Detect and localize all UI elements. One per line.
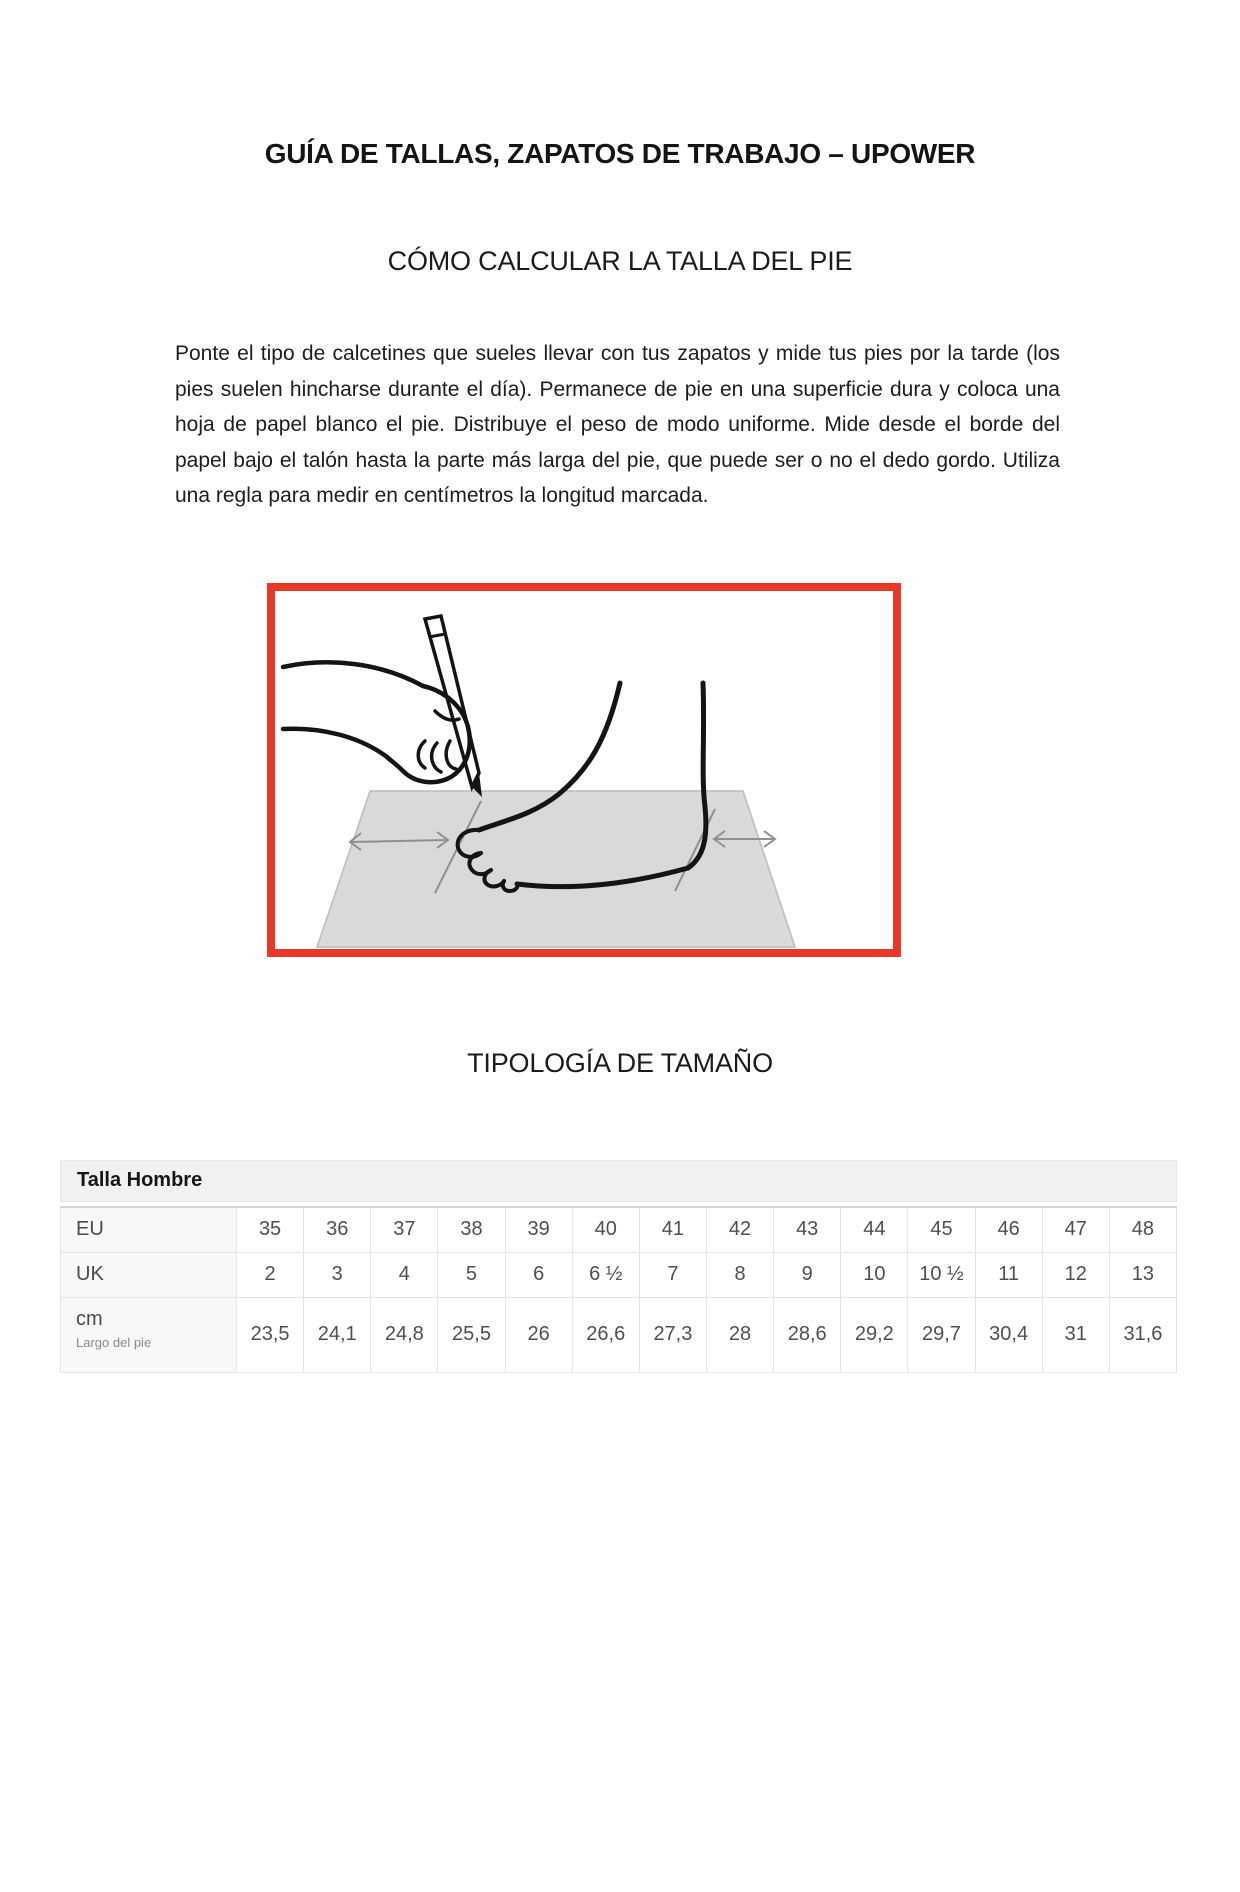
paper-sheet (317, 791, 795, 947)
size-table-grid (60, 1206, 1177, 1373)
size-cell: 29,2 (841, 1297, 908, 1372)
size-cell: 11 (975, 1252, 1042, 1297)
measure-figure (267, 583, 901, 957)
hand-with-pencil (283, 616, 482, 797)
size-cell: 5 (438, 1252, 505, 1297)
foot-measurement-illustration (275, 591, 893, 949)
table-row (61, 1207, 1177, 1253)
size-cell: 23,5 (237, 1297, 304, 1372)
size-cell: 3 (304, 1252, 371, 1297)
size-cell: 40 (572, 1207, 639, 1253)
size-cell: 9 (774, 1252, 841, 1297)
size-cell: 4 (371, 1252, 438, 1297)
row-label: cm Largo del pie (61, 1297, 237, 1372)
size-cell: 38 (438, 1207, 505, 1253)
size-cell: 29,7 (908, 1297, 975, 1372)
size-cell: 6 ½ (572, 1252, 639, 1297)
how-to-paragraph: Ponte el tipo de calcetines que sueles llevar con tus zapatos y mide tus pies por la tarde (los pies suelen hincharse durante el día). Permanece de pie en una superficie dura y coloca una hoja de papel blanco el pie. Distribuye el peso de modo uniforme. Mide desde el borde del papel bajo el talón hasta la parte más larga del pie, que puede ser o no el dedo gordo. Utiliza una regla para medir en centímetros la longitud marcada. (175, 342, 1060, 507)
size-cell: 28,6 (774, 1297, 841, 1372)
size-cell: 10 (841, 1252, 908, 1297)
size-cell: 25,5 (438, 1297, 505, 1372)
size-table (60, 1160, 1177, 1373)
size-cell: 12 (1042, 1252, 1109, 1297)
size-cell: 44 (841, 1207, 908, 1253)
size-cell: 43 (774, 1207, 841, 1253)
table-row (61, 1252, 1177, 1297)
size-cell: 8 (706, 1252, 773, 1297)
size-cell: 24,1 (304, 1297, 371, 1372)
size-cell: 13 (1109, 1252, 1176, 1297)
size-cell: 31 (1042, 1297, 1109, 1372)
size-cell: 7 (639, 1252, 706, 1297)
size-cell: 36 (304, 1207, 371, 1253)
size-cell: 41 (639, 1207, 706, 1253)
size-cell: 46 (975, 1207, 1042, 1253)
size-cell: 24,8 (371, 1297, 438, 1372)
size-cell: 26 (505, 1297, 572, 1372)
page-title: GUÍA DE TALLAS, ZAPATOS DE TRABAJO – UPOWER (264, 138, 976, 169)
size-cell: 37 (371, 1207, 438, 1253)
size-cell: 35 (237, 1207, 304, 1253)
size-cell: 30,4 (975, 1297, 1042, 1372)
size-cell: 31,6 (1109, 1297, 1176, 1372)
size-cell: 45 (908, 1207, 975, 1253)
size-cell: 47 (1042, 1207, 1109, 1253)
how-to-heading: CÓMO CALCULAR LA TALLA DEL PIE (387, 246, 853, 276)
row-label: EU (61, 1207, 237, 1253)
size-cell: 6 (505, 1252, 572, 1297)
size-cell: 28 (706, 1297, 773, 1372)
size-cell: 42 (706, 1207, 773, 1253)
size-cell: 26,6 (572, 1297, 639, 1372)
size-cell: 39 (505, 1207, 572, 1253)
typology-heading: TIPOLOGÍA DE TAMAÑO (467, 1047, 773, 1078)
table-row (61, 1297, 1177, 1372)
size-cell: 48 (1109, 1207, 1176, 1253)
size-cell: 10 ½ (908, 1252, 975, 1297)
row-sublabel: Largo del pie (76, 1334, 152, 1350)
size-cell: 27,3 (639, 1297, 706, 1372)
size-cell: 2 (237, 1252, 304, 1297)
size-table-title: Talla Hombre (60, 1160, 1177, 1202)
row-label: UK (61, 1252, 237, 1297)
